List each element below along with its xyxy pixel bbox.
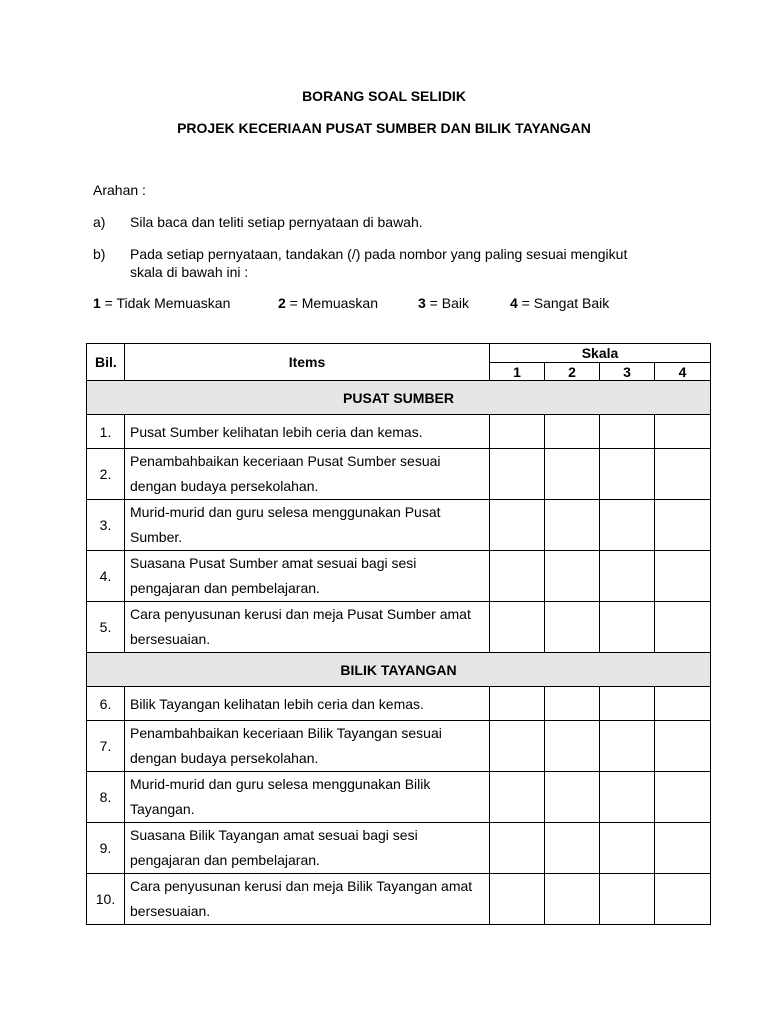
section-header-row <box>87 653 711 687</box>
rating-cell-1[interactable] <box>490 602 545 653</box>
scale-header-1: 1 <box>490 363 545 381</box>
row-item-text: Suasana Pusat Sumber amat sesuai bagi sesi pengajaran dan pembelajaran. <box>125 551 490 602</box>
table-row <box>87 772 711 823</box>
table-row <box>87 415 711 449</box>
row-item-text: Pusat Sumber kelihatan lebih ceria dan kemas. <box>125 415 490 449</box>
rating-cell-2[interactable] <box>545 500 600 551</box>
scale-header-2: 2 <box>545 363 600 381</box>
section-title: BILIK TAYANGAN <box>87 653 711 687</box>
row-item-text: Suasana Bilik Tayangan amat sesuai bagi sesi pengajaran dan pembelajaran. <box>125 823 490 874</box>
scale-header-4: 4 <box>655 363 711 381</box>
rating-cell-1[interactable] <box>490 551 545 602</box>
rating-cell-1[interactable] <box>490 721 545 772</box>
table-header-row <box>87 344 711 363</box>
row-item-text: Penambahbaikan keceriaan Pusat Sumber sesuai dengan budaya persekolahan. <box>125 449 490 500</box>
scale-legend-num: 1 <box>93 295 101 311</box>
document-subtitle: PROJEK KECERIAAN PUSAT SUMBER DAN BILIK TAYANGAN <box>177 120 591 136</box>
rating-cell-3[interactable] <box>600 823 655 874</box>
row-number: 3. <box>87 500 125 551</box>
rating-cell-4[interactable] <box>655 874 711 925</box>
rating-cell-2[interactable] <box>545 687 600 721</box>
instructions-heading: Arahan : <box>93 182 146 198</box>
rating-cell-3[interactable] <box>600 721 655 772</box>
rating-cell-4[interactable] <box>655 415 711 449</box>
column-header-skala: Skala <box>490 344 711 363</box>
rating-cell-4[interactable] <box>655 823 711 874</box>
rating-cell-4[interactable] <box>655 602 711 653</box>
column-header-bil: Bil. <box>87 344 125 381</box>
rating-cell-1[interactable] <box>490 415 545 449</box>
table-row <box>87 602 711 653</box>
rating-cell-1[interactable] <box>490 687 545 721</box>
rating-cell-4[interactable] <box>655 772 711 823</box>
rating-cell-3[interactable] <box>600 772 655 823</box>
instruction-mark: b) <box>93 246 106 262</box>
rating-cell-4[interactable] <box>655 500 711 551</box>
row-number: 7. <box>87 721 125 772</box>
section-header-row <box>87 381 711 415</box>
scale-legend-4 <box>510 295 609 311</box>
scale-legend-num: 2 <box>278 295 286 311</box>
scale-legend-num: 4 <box>510 295 518 311</box>
table-row <box>87 721 711 772</box>
row-item-text: Cara penyusunan kerusi dan meja Pusat Sumber amat bersesuaian. <box>125 602 490 653</box>
rating-cell-4[interactable] <box>655 687 711 721</box>
row-number: 6. <box>87 687 125 721</box>
table-row <box>87 449 711 500</box>
rating-cell-1[interactable] <box>490 772 545 823</box>
rating-cell-2[interactable] <box>545 602 600 653</box>
row-number: 1. <box>87 415 125 449</box>
table-row <box>87 500 711 551</box>
rating-cell-4[interactable] <box>655 551 711 602</box>
table-row <box>87 874 711 925</box>
document-title: BORANG SOAL SELIDIK <box>302 88 466 104</box>
column-header-items: Items <box>125 344 490 381</box>
table-row <box>87 551 711 602</box>
rating-cell-3[interactable] <box>600 449 655 500</box>
scale-legend-num: 3 <box>418 295 426 311</box>
rating-cell-1[interactable] <box>490 449 545 500</box>
row-number: 8. <box>87 772 125 823</box>
instruction-text: Pada setiap pernyataan, tandakan (/) pada nombor yang paling sesuai mengikut skala di bawah ini : <box>130 246 628 280</box>
rating-cell-3[interactable] <box>600 551 655 602</box>
row-item-text: Murid-murid dan guru selesa menggunakan Bilik Tayangan. <box>125 772 490 823</box>
rating-cell-1[interactable] <box>490 874 545 925</box>
rating-cell-3[interactable] <box>600 874 655 925</box>
section-title: PUSAT SUMBER <box>87 381 711 415</box>
row-number: 5. <box>87 602 125 653</box>
scale-legend-label: = Baik <box>425 295 469 311</box>
instruction-text: Sila baca dan teliti setiap pernyataan di bawah. <box>130 214 423 230</box>
scale-legend-label: = Memuaskan <box>285 295 379 311</box>
row-item-text: Bilik Tayangan kelihatan lebih ceria dan kemas. <box>125 687 490 721</box>
rating-cell-2[interactable] <box>545 823 600 874</box>
rating-cell-2[interactable] <box>545 551 600 602</box>
row-item-text: Penambahbaikan keceriaan Bilik Tayangan sesuai dengan budaya persekolahan. <box>125 721 490 772</box>
rating-cell-1[interactable] <box>490 823 545 874</box>
rating-cell-1[interactable] <box>490 500 545 551</box>
rating-cell-2[interactable] <box>545 415 600 449</box>
rating-cell-2[interactable] <box>545 772 600 823</box>
scale-legend-label: = Sangat Baik <box>517 295 610 311</box>
row-number: 9. <box>87 823 125 874</box>
rating-cell-4[interactable] <box>655 721 711 772</box>
scale-legend-3 <box>418 295 469 311</box>
rating-cell-3[interactable] <box>600 500 655 551</box>
rating-cell-3[interactable] <box>600 602 655 653</box>
scale-legend-1 <box>93 295 230 311</box>
scale-header-3: 3 <box>600 363 655 381</box>
row-number: 10. <box>87 874 125 925</box>
instruction-mark: a) <box>93 214 106 230</box>
row-number: 2. <box>87 449 125 500</box>
row-item-text: Cara penyusunan kerusi dan meja Bilik Tayangan amat bersesuaian. <box>125 874 490 925</box>
rating-cell-2[interactable] <box>545 449 600 500</box>
rating-cell-4[interactable] <box>655 449 711 500</box>
row-number: 4. <box>87 551 125 602</box>
questionnaire-table <box>86 343 711 925</box>
row-item-text: Murid-murid dan guru selesa menggunakan Pusat Sumber. <box>125 500 490 551</box>
rating-cell-2[interactable] <box>545 874 600 925</box>
rating-cell-2[interactable] <box>545 721 600 772</box>
rating-cell-3[interactable] <box>600 687 655 721</box>
table-row <box>87 687 711 721</box>
table-row <box>87 823 711 874</box>
scale-legend-label: = Tidak Memuaskan <box>100 295 231 311</box>
scale-legend-2 <box>278 295 378 311</box>
rating-cell-3[interactable] <box>600 415 655 449</box>
